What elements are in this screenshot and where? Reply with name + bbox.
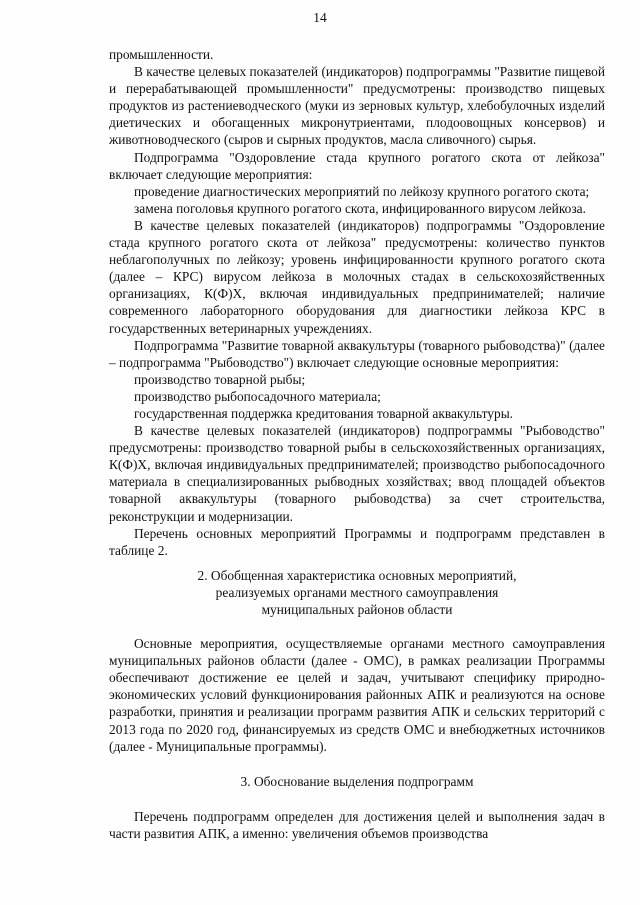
section-2-heading-line-1: 2. Обобщенная характеристика основных мероприятий, [197,567,517,583]
paragraph-intro: промышленности. [109,47,214,62]
paragraph-section-2: Основные мероприятия, осуществляемые органами местного самоуправления муниципальных районов области (далее - ОМС), в рамках реализации Программы обеспечивают достижение ее целей и задач, учитывают специфику природно-экономических условий функционирования районных АПК и реализуются на основе разработки, принятия и реализации программ развития АПК и сельских территорий с 2013 года по 2020 год, финансируемых из средств ОМС и внебюджетных источников (далее - Муниципальные программы). [109,636,605,754]
list-item-fish-production: производство товарной рыбы; [134,371,306,387]
page-number: 14 [313,10,327,25]
spacer [109,559,605,567]
paragraph-fish-targets: В качестве целевых показателей (индикаторов) подпрограммы "Рыбоводство" предусмотрены: производство товарной рыбы в сельскохозяйственных организациях, К(Ф)Х, включая индивидуальных предпринимателей; производство рыбопосадочного материала в специализированных рыбводных хозяйствах; ввод площадей объектов товарной аквакультуры (товарного рыбоводства) за счет строительства, реконструкции и модернизации. [109,423,605,524]
list-item-leukosis-diagnostics: проведение диагностических мероприятий по лейкозу крупного рогатого скота; [134,183,590,199]
list-item-fish-seed-material: производство рыбопосадочного материала; [134,388,381,404]
paragraph-fish-intro: Подпрограмма "Развитие товарной аквакультуры (товарного рыбоводства)" (далее – подпрограмма "Рыбоводство") включает следующие основные мероприятия: [109,337,605,370]
document-body [109,46,605,842]
section-2-heading-line-3: муниципальных районов области [261,602,453,617]
paragraph-leukosis-targets: В качестве целевых показателей (индикаторов) подпрограммы "Оздоровление стада крупного рогатого скота от лейкоза" предусмотрены: количество пунктов неблагополучных по лейкозу; уровень инфицированности крупного рогатого скота (далее – КРС) вирусом лейкоза в молочных стадах в сельскохозяйственных организациях, К(Ф)Х, включая индивидуальных предпринимателей; наличие современного лабораторного оборудования для диагностики лейкоза КРС в государственных ветеринарных учреждениях. [109,217,605,336]
paragraph-leukosis-intro: Подпрограмма "Оздоровление стада крупного рогатого скота от лейкоза" включает следующие мероприятия: [109,149,605,182]
paragraph-food-targets: В качестве целевых показателей (индикаторов) подпрограммы "Развитие пищевой и перерабатывающей промышленности" предусмотрены: производство пищевых продуктов из растениеводческого (муки из зерновых культур, хлебобулочных изделий диетических и обогащенных микронутриентами, плодоовощных консервов) и животноводческого (сыров и сырных продуктов, масла сливочного) сырья. [109,64,605,148]
paragraph-section-3: Перечень подпрограмм определен для достижения целей и выполнения задач в части развития АПК, а именно: увеличения объемов производства [109,808,605,841]
spacer [109,790,605,808]
spacer [109,618,605,635]
list-item-fish-credit-support: государственная поддержка кредитования товарной аквакультуры. [134,405,514,421]
section-3-heading: 3. Обоснование выделения подпрограмм [240,773,474,789]
list-item-leukosis-replacement: замена поголовья крупного рогатого скота, инфицированного вирусом лейкоза. [134,200,586,216]
section-2-heading-line-2: реализуемых органами местного самоуправления [215,584,499,600]
paragraph-table-reference: Перечень основных мероприятий Программы и подпрограмм представлен в таблице 2. [109,525,605,558]
spacer [109,755,605,773]
